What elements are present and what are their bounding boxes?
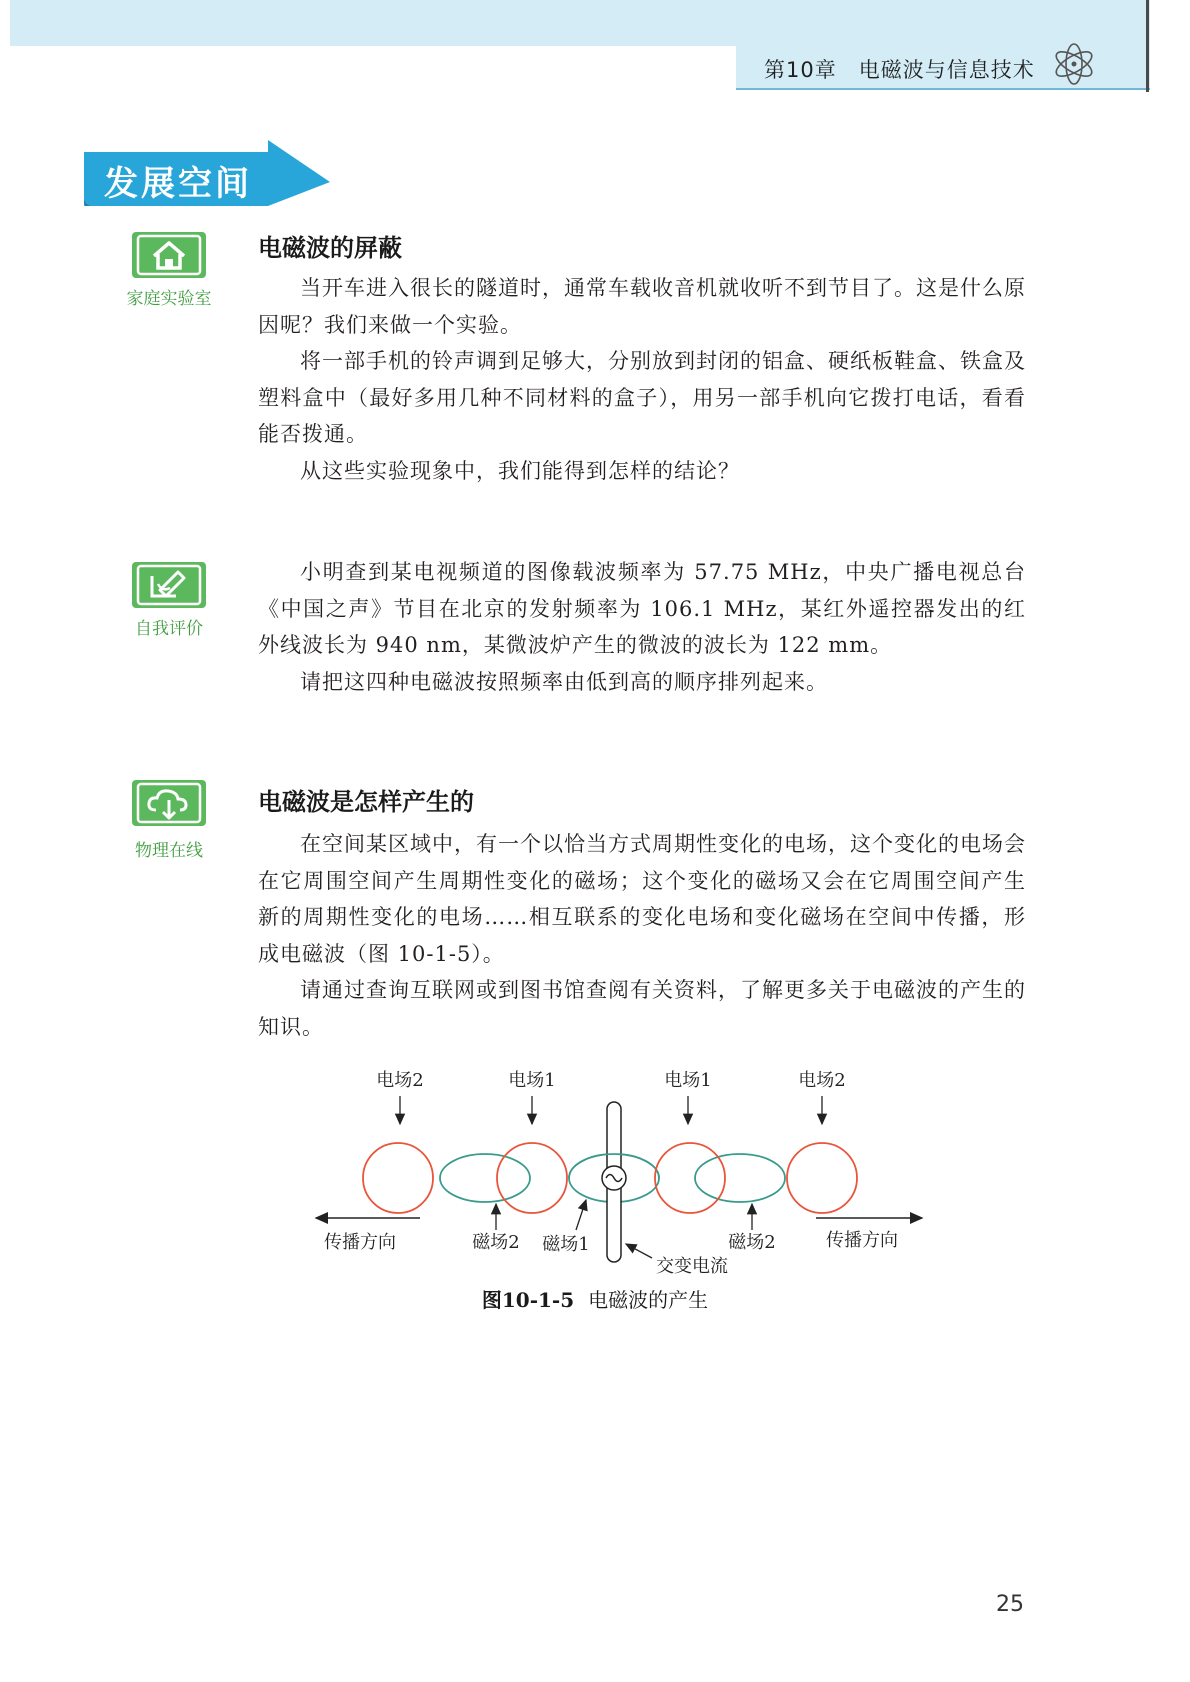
label-magnetic-field-2-right: 磁场2 bbox=[728, 1232, 776, 1253]
chapter-number: 第10章 bbox=[764, 58, 837, 82]
header-rule bbox=[1146, 0, 1149, 92]
self-assessment-badge bbox=[132, 562, 206, 608]
pointer-arrow bbox=[626, 1244, 652, 1258]
paragraph: 请通过查询互联网或到图书馆查阅有关资料，了解更多关于电磁波的产生的知识。 bbox=[258, 978, 1026, 1039]
house-icon bbox=[132, 232, 206, 278]
electric-field-2-right bbox=[787, 1143, 857, 1213]
label-magnetic-field-1: 磁场1 bbox=[542, 1234, 590, 1255]
banner-title: 发展空间 bbox=[104, 164, 252, 204]
label-propagation-left: 传播方向 bbox=[324, 1232, 396, 1253]
section-heading-shielding: 电磁波的屏蔽 bbox=[258, 234, 402, 262]
physics-online-label: 物理在线 bbox=[135, 841, 203, 861]
pointer-arrow bbox=[576, 1200, 586, 1230]
generation-text bbox=[258, 826, 1026, 1045]
chapter-header bbox=[764, 54, 1035, 84]
label-electric-field-1-right: 电场1 bbox=[664, 1070, 712, 1091]
magnetic-field-2-left bbox=[440, 1154, 530, 1202]
label-electric-field-2-left: 电场2 bbox=[376, 1070, 424, 1091]
page-number: 25 bbox=[996, 1592, 1024, 1617]
label-alternating-current: 交变电流 bbox=[656, 1256, 728, 1277]
figure-title: 电磁波的产生 bbox=[588, 1288, 709, 1312]
assessment-text bbox=[258, 554, 1026, 700]
paragraph: 请把这四种电磁波按照频率由低到高的顺序排列起来。 bbox=[300, 669, 828, 694]
chapter-title: 电磁波与信息技术 bbox=[858, 58, 1035, 82]
paragraph: 在空间某区域中，有一个以恰当方式周期性变化的电场，这个变化的电场会在它周围空间产生周期性变化的磁场；这个变化的磁场又会在它周围空间产生新的周期性变化的电场……相互联系的变化电场和变化磁场在空间中传播，形成电磁波（图 10-1-5）。 bbox=[258, 832, 1026, 966]
physics-online-badge bbox=[132, 780, 206, 826]
home-lab-label: 家庭实验室 bbox=[126, 289, 212, 309]
paragraph: 当开车进入很长的隧道时，通常车载收音机就收听不到节目了。这是什么原因呢？我们来做一个实验。 bbox=[258, 276, 1026, 337]
electric-field-2-left bbox=[363, 1143, 433, 1213]
figure-caption bbox=[0, 1284, 1190, 1313]
pencil-note-icon bbox=[132, 562, 206, 608]
em-wave-diagram bbox=[300, 1060, 940, 1280]
self-assessment-label: 自我评价 bbox=[135, 619, 203, 639]
atom-icon bbox=[1050, 40, 1098, 88]
label-electric-field-2-right: 电场2 bbox=[798, 1070, 846, 1091]
label-magnetic-field-2-left: 磁场2 bbox=[472, 1232, 520, 1253]
label-propagation-right: 传播方向 bbox=[826, 1230, 898, 1251]
paragraph: 小明查到某电视频道的图像载波频率为 57.75 MHz，中央广播电视总台《中国之声》节目在北京的发射频率为 106.1 MHz，某红外遥控器发出的红外线波长为 940 nm，某微波炉产生的微波的波长为 122 mm。 bbox=[258, 560, 1026, 657]
section-heading-generation: 电磁波是怎样产生的 bbox=[258, 788, 474, 816]
shielding-text bbox=[258, 270, 1026, 489]
electric-field-1-left bbox=[497, 1143, 567, 1213]
paragraph: 从这些实验现象中，我们能得到怎样的结论？ bbox=[300, 458, 740, 483]
figure-number: 图10-1-5 bbox=[481, 1288, 575, 1312]
home-lab-badge bbox=[132, 232, 206, 278]
electric-field-1-right bbox=[655, 1143, 725, 1213]
cloud-download-icon bbox=[132, 780, 206, 826]
magnetic-field-2-right bbox=[695, 1154, 785, 1202]
label-electric-field-1-left: 电场1 bbox=[508, 1070, 556, 1091]
paragraph: 将一部手机的铃声调到足够大，分别放到封闭的铝盒、硬纸板鞋盒、铁盒及塑料盒中（最好多用几种不同材料的盒子），用另一部手机向它拨打电话，看看能否拨通。 bbox=[258, 349, 1026, 446]
